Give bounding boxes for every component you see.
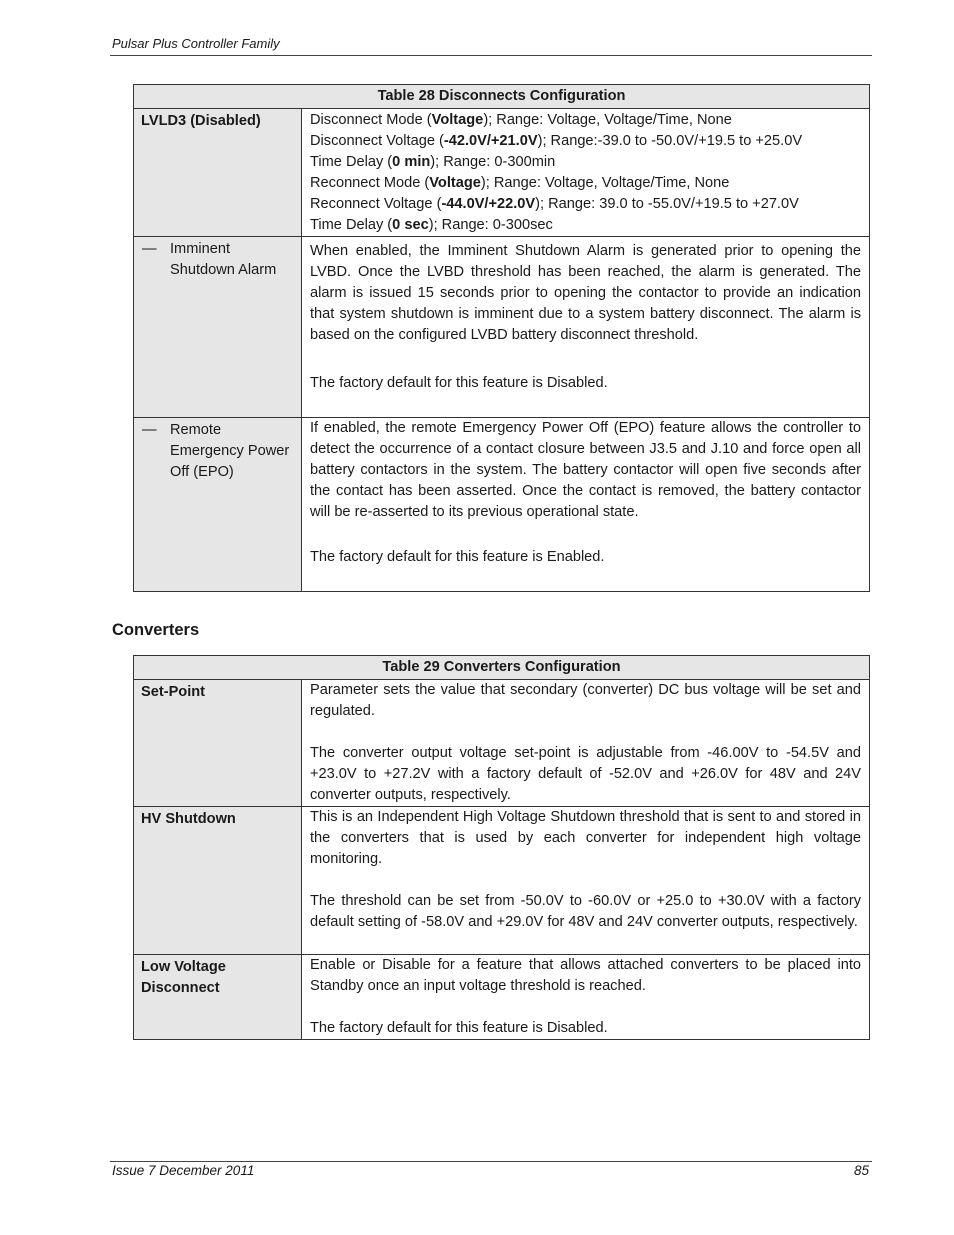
- footer-issue: Issue 7 December 2011: [112, 1163, 255, 1178]
- remote-epo-description: If enabled, the remote Emergency Power Off (EPO) feature allows the controller to detect the occurrence of a contact closure between J3.5 and J.10 and force open all battery contactors in the system. The battery contactor will open five seconds after the contact has been asserted. Once the contact is removed, the battery contactor will be re-asserted to its previous operational state. The factory default for this feature is Enabled.: [302, 418, 870, 592]
- hv-shutdown-description: This is an Independent High Voltage Shutdown threshold that is sent to and stored in the converters that is used by each converter for independent high voltage monitoring. The threshold can be set from -50.0V to -60.0V or +25.0 to +30.0V with a factory default setting of -58.0V and +29.0V for 48V and 24V converter outputs, respectively.: [302, 807, 870, 955]
- table-row: [134, 418, 870, 592]
- table-row: [134, 807, 870, 955]
- disconnects-config-table: [133, 84, 870, 592]
- set-point-description: Parameter sets the value that secondary (converter) DC bus voltage will be set and regulated. The converter output voltage set-point is adjustable from -46.00V to -54.5V and +23.0V to +27.2V with a factory default of -52.0V and +26.0V for 48V and 24V converter outputs, respectively.: [302, 680, 870, 807]
- low-voltage-disconnect-label: Low Voltage Disconnect: [134, 955, 302, 1040]
- converters-config-table: [133, 655, 870, 1040]
- imminent-shutdown-label: — Imminent Shutdown Alarm: [134, 237, 302, 418]
- setting-line: Time Delay (0 sec); Range: 0-300sec: [310, 217, 553, 233]
- table-caption: Table 28 Disconnects Configuration: [134, 85, 870, 109]
- table-caption: Table 29 Converters Configuration: [134, 656, 870, 680]
- setting-line: Disconnect Voltage (-42.0V/+21.0V); Range:-39.0 to -50.0V/+19.5 to +25.0V: [310, 133, 803, 149]
- set-point-label: Set-Point: [134, 680, 302, 807]
- imminent-shutdown-description: When enabled, the Imminent Shutdown Alarm is generated prior to opening the LVBD. Once the LVBD threshold has been reached, the alarm is generated. The alarm is issued 15 seconds prior to opening the contactor to provide an indication that system shutdown is imminent due to a system battery disconnect. The alarm is based on the configured LVBD battery disconnect threshold. The factory default for this feature is Disabled.: [302, 237, 870, 418]
- table-row: [134, 680, 870, 807]
- table-row: [134, 955, 870, 1040]
- setting-line: Reconnect Mode (Voltage); Range: Voltage, Voltage/Time, None: [310, 175, 730, 191]
- lvld3-label: LVLD3 (Disabled): [134, 109, 302, 237]
- hv-shutdown-label: HV Shutdown: [134, 807, 302, 955]
- lvld3-settings: [302, 109, 870, 237]
- dash-bullet: —: [142, 422, 157, 438]
- table-row: [134, 109, 870, 237]
- header-divider: [110, 55, 872, 56]
- low-voltage-disconnect-description: Enable or Disable for a feature that allows attached converters to be placed into Standby once an input voltage threshold is reached. The factory default for this feature is Disabled.: [302, 955, 870, 1040]
- dash-bullet: —: [142, 241, 157, 257]
- remote-epo-label: — Remote Emergency Power Off (EPO): [134, 418, 302, 592]
- setting-line: Reconnect Voltage (-44.0V/+22.0V); Range: 39.0 to -55.0V/+19.5 to +27.0V: [310, 196, 799, 212]
- setting-line: Time Delay (0 min); Range: 0-300min: [310, 154, 556, 170]
- footer-divider: [110, 1161, 872, 1162]
- setting-line: Disconnect Mode (Voltage); Range: Voltage, Voltage/Time, None: [310, 112, 732, 128]
- page-header-title: Pulsar Plus Controller Family: [112, 36, 280, 51]
- table-row: [134, 237, 870, 418]
- page-number: 85: [853, 1163, 869, 1178]
- converters-heading: Converters: [112, 621, 200, 639]
